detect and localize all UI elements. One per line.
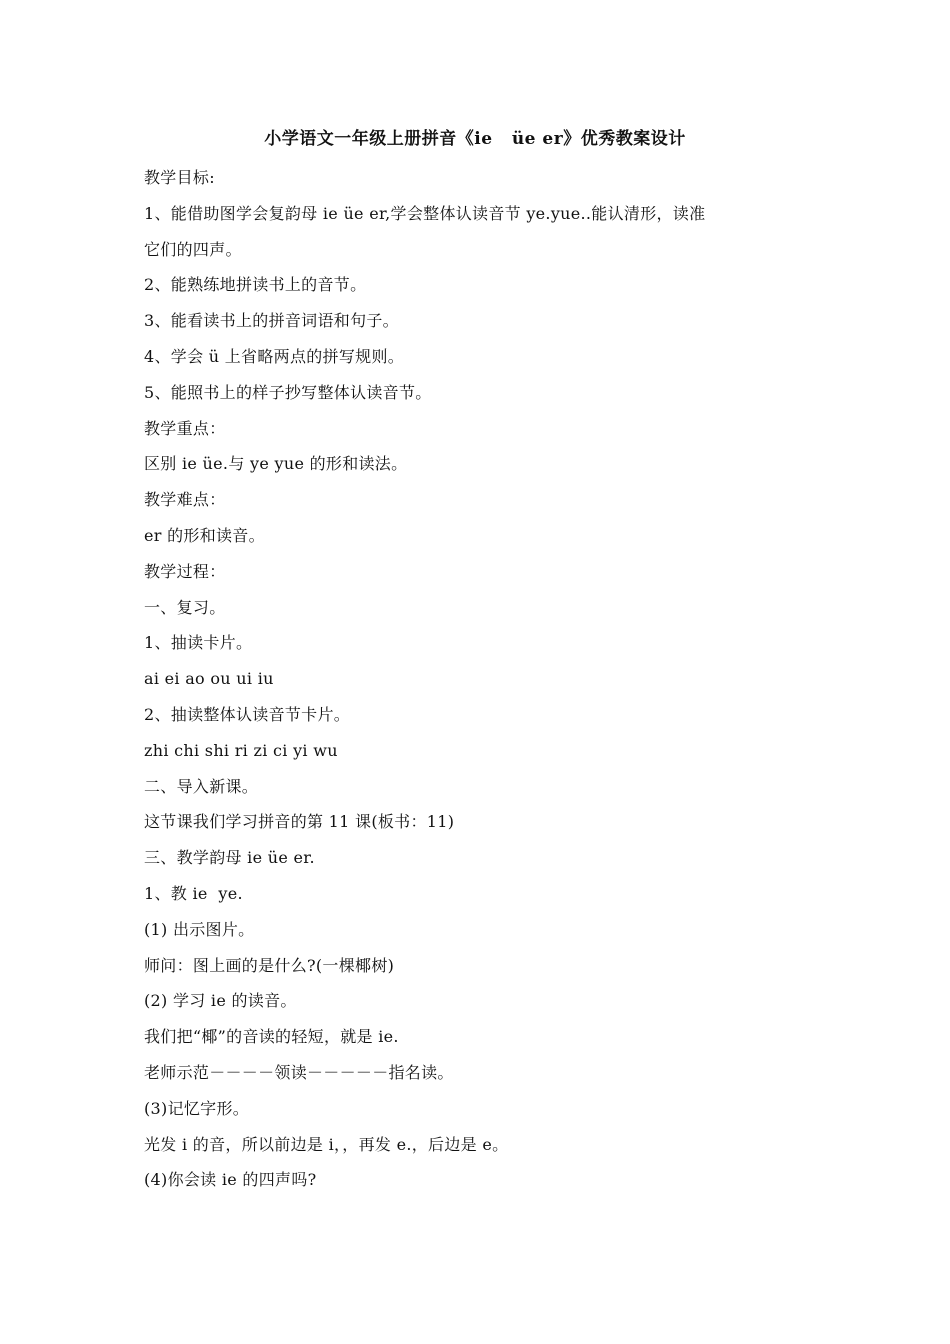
text-line: 三、教学韵母 ie üe er. [144, 848, 315, 868]
text-line: 老师示范－－－－领读－－－－－指名读。 [144, 1062, 454, 1082]
text-line: 2、能熟练地拼读书上的音节。 [144, 275, 367, 295]
text-line: 一、复习。 [144, 597, 226, 617]
text-line: 光发 i 的音，所以前边是 i，，再发 e.，后边是 e。 [144, 1134, 509, 1154]
text-line: er 的形和读音。 [144, 525, 265, 545]
text-line: (3)记忆字形。 [144, 1098, 250, 1118]
text-line: 1、能借助图学会复韵母 ie üe er,学会整体认读音节 ye.yue..能认清形，读准 [144, 203, 706, 223]
text-line: 1、教 ie ye. [144, 883, 243, 903]
text-line: zhi chi shi ri zi ci yi wu [144, 740, 338, 760]
text-line: 这节课我们学习拼音的第 11 课(板书：11) [144, 812, 455, 832]
text-line: 5、能照书上的样子抄写整体认读音节。 [144, 382, 432, 402]
text-line: 二、导入新课。 [144, 776, 259, 796]
text-line: 教学过程： [144, 561, 226, 581]
text-line: 3、能看读书上的拼音词语和句子。 [144, 311, 399, 331]
document-body [144, 160, 824, 1198]
text-line: ai ei ao ou ui iu [144, 669, 274, 689]
document-title: 小学语文一年级上册拼音《ie üe er》优秀教案设计 [264, 129, 686, 149]
text-line: 区别 ie üe.与 ye yue 的形和读法。 [144, 454, 408, 474]
text-line: 教学重点： [144, 418, 226, 438]
text-line: (4)你会读 ie 的四声吗? [144, 1170, 317, 1190]
text-line: (1) 出示图片。 [144, 919, 255, 939]
text-line: 我们把“椰”的音读的轻短，就是 ie. [144, 1027, 399, 1047]
text-line: 4、学会 ü 上省略两点的拼写规则。 [144, 346, 405, 366]
text-line: (2) 学习 ie 的读音。 [144, 991, 297, 1011]
text-line: 它们的四声。 [144, 239, 242, 259]
text-line: 师问：图上画的是什么?(一棵椰树) [144, 955, 395, 975]
text-line: 教学目标: [144, 168, 215, 187]
text-line: 教学难点： [144, 490, 226, 510]
text-line: 1、抽读卡片。 [144, 633, 253, 653]
text-line: 2、抽读整体认读音节卡片。 [144, 704, 351, 724]
